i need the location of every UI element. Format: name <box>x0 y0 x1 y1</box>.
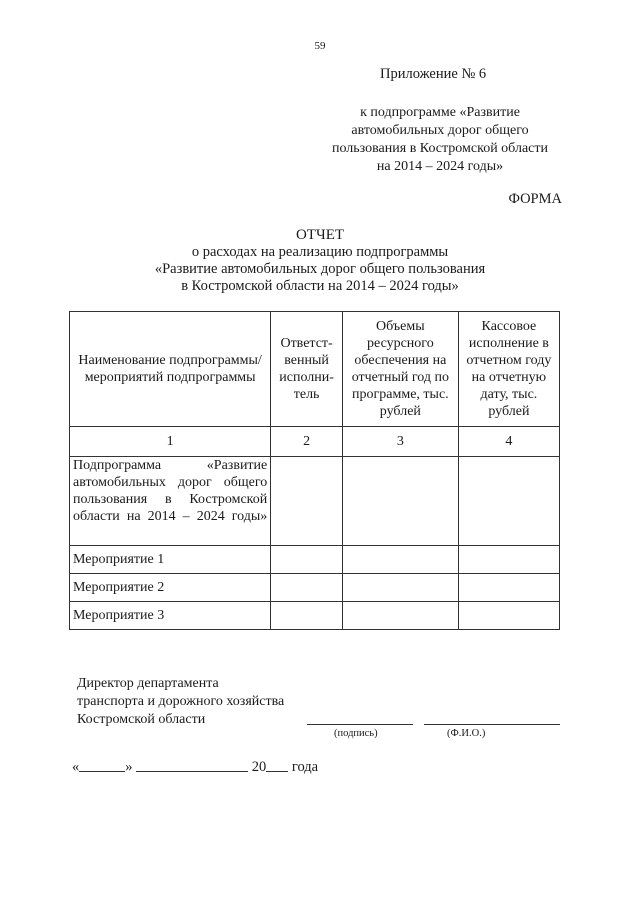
report-subtitle-line: в Костромской области на 2014 – 2024 годы» <box>181 278 459 294</box>
column-number: 4 <box>458 427 559 457</box>
activity-name: Мероприятие 1 <box>70 546 271 574</box>
column-number: 3 <box>342 427 458 457</box>
activity-name: Мероприятие 2 <box>70 574 271 602</box>
table-cell <box>271 457 343 546</box>
table-cell <box>271 602 343 630</box>
table-cell <box>458 602 559 630</box>
table-row <box>70 574 560 602</box>
signatory-line: Костромской области <box>77 712 206 727</box>
name-caption: (Ф.И.О.) <box>447 728 486 739</box>
header-name: Наименование подпрограммы/мероприятий подпрограммы <box>70 312 271 427</box>
table-cell <box>271 546 343 574</box>
table-cell <box>342 602 458 630</box>
appendix-title: Приложение № 6 <box>380 66 487 82</box>
activity-name: Мероприятие 3 <box>70 602 271 630</box>
report-subtitle-line: «Развитие автомобильных дорог общего пользования <box>154 261 486 277</box>
report-table <box>69 311 560 630</box>
signatory-line: транспорта и дорожного хозяйства <box>77 694 285 709</box>
table-cell <box>271 574 343 602</box>
page-number: 59 <box>314 40 326 52</box>
appendix-note-line: к подпрограмме «Развитие <box>360 105 520 120</box>
table-row <box>70 457 560 546</box>
year-suffix: года <box>291 759 319 775</box>
date-open-quote: « <box>72 759 80 775</box>
table-cell <box>458 457 559 546</box>
year-prefix: 20 <box>251 759 267 775</box>
table-cell <box>458 574 559 602</box>
header-cash-execution: Кассовое исполнение в отчетном году на отчетную дату, тыс. рублей <box>458 312 559 427</box>
column-number: 1 <box>70 427 271 457</box>
appendix-note-line: пользования в Костромской области <box>332 141 548 156</box>
column-number-row <box>70 427 560 457</box>
year-blank <box>266 757 288 772</box>
report-heading <box>0 226 640 295</box>
signatory-line: Директор департамента <box>77 676 219 691</box>
table-row <box>70 602 560 630</box>
table-cell <box>458 546 559 574</box>
table-cell <box>342 457 458 546</box>
month-blank <box>136 757 248 772</box>
day-blank <box>79 757 125 772</box>
form-label: ФОРМА <box>508 191 562 207</box>
report-title: ОТЧЕТ <box>295 227 345 243</box>
header-planned-volume: Объемы ресурсного обеспечения на отчетный год по программе, тыс. рублей <box>342 312 458 427</box>
table-cell <box>342 546 458 574</box>
header-responsible: Ответст-венный исполни-тель <box>271 312 343 427</box>
column-number: 2 <box>271 427 343 457</box>
appendix-note-line: автомобильных дорог общего <box>351 123 529 138</box>
signatory-position <box>77 675 284 729</box>
table-row <box>70 546 560 574</box>
appendix-note <box>300 104 580 176</box>
table-cell <box>342 574 458 602</box>
appendix-note-line: на 2014 – 2024 годы» <box>376 159 504 174</box>
name-line <box>424 724 560 725</box>
table-header-row <box>70 312 560 427</box>
date-close-quote: » <box>125 759 133 775</box>
date-line <box>72 757 318 776</box>
report-subtitle-line: о расходах на реализацию подпрограммы <box>191 244 449 260</box>
subprogram-name: Подпрограмма «Развитие автомобильных дорог общего пользования в Костромской области на 2014 – 2024 годы» <box>70 457 271 546</box>
signature-line <box>307 724 413 725</box>
signature-caption: (подпись) <box>334 728 378 739</box>
